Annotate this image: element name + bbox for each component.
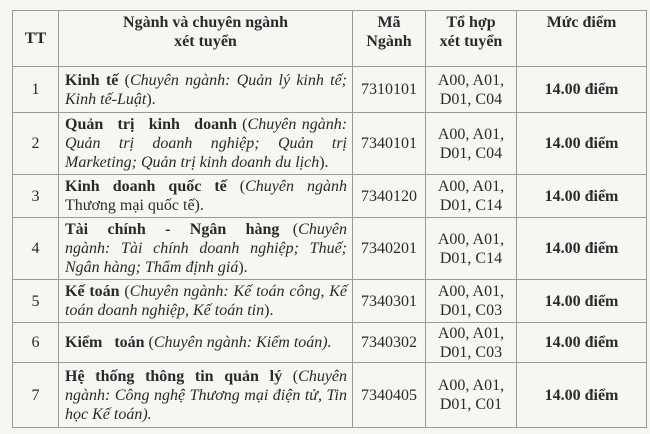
row-code: 7340120 (353, 175, 426, 218)
combo-line1: A00, A01, (437, 71, 505, 89)
combo-line2: D01, C03 (439, 302, 503, 319)
major-name: Kinh doanh quốc tế (65, 178, 227, 195)
major-name: Kế toán (65, 283, 120, 300)
specialization: Chuyên ngành: Quản trị doanh nghiệp; Quản trị Marketing; Quản trị kinh doanh du lịch (65, 116, 348, 171)
major-name: Kinh tế (65, 71, 119, 89)
row-combo (426, 175, 517, 218)
admission-score-table (12, 10, 647, 428)
row-tt: 3 (13, 175, 59, 218)
row-tt: 5 (13, 280, 59, 323)
paren-open: ( (279, 221, 299, 238)
row-score: 14.00 điểm (517, 67, 647, 113)
row-tt: 6 (13, 323, 59, 363)
specialization: Chuyên ngành: Tài chính doanh nghiệp; Thuế; Ngân hàng; Thẩm định giá (65, 221, 348, 276)
header-major-line2: xét tuyển (174, 33, 237, 50)
row-major (59, 67, 353, 113)
specialization: Chuyên ngành: Kế toán công, Kế toán doanh nghiệp, Kế toán tin (65, 283, 348, 319)
header-combo-line2: xét tuyển (439, 33, 503, 50)
row-tt: 2 (13, 113, 59, 175)
paren-open: ( (236, 116, 248, 133)
combo-line1: A00, A01, (437, 230, 505, 248)
row-score: 14.00 điểm (517, 280, 647, 323)
row-tt: 7 (13, 363, 59, 428)
row-combo (426, 280, 517, 323)
row-score: 14.00 điểm (517, 323, 647, 363)
row-score: 14.00 điểm (517, 363, 647, 428)
paren-close: ). (319, 154, 329, 171)
table-row (13, 175, 647, 218)
paren-close: ). (238, 259, 248, 276)
row-score: 14.00 điểm (517, 175, 647, 218)
header-row (13, 11, 647, 67)
specialization: Chuyên ngành: Quản lý kinh tế; Kinh tế-Luật (65, 71, 348, 108)
combo-line1: A00, A01, (437, 377, 505, 394)
paren-close: ). (146, 90, 156, 108)
row-major (59, 363, 353, 428)
row-tt: 4 (13, 218, 59, 280)
specialization: Chuyên ngành: Công nghệ Thương mại điện tử, Tin học Kế toán). (65, 367, 348, 423)
row-combo (426, 113, 517, 175)
combo-line2: D01, C14 (439, 197, 503, 214)
combo-line2: D01, C04 (439, 90, 503, 108)
header-code-line1: Mã (377, 14, 401, 31)
row-code: 7340301 (353, 280, 426, 323)
major-name: Tài chính - Ngân hàng (65, 221, 280, 238)
paren-open: ( (144, 334, 154, 351)
row-combo (426, 323, 517, 363)
paren-open: ( (282, 367, 299, 385)
row-major (59, 218, 353, 280)
specialization: Chuyên ngành: Kiểm toán). (153, 334, 332, 351)
paren-close: ). (264, 302, 274, 319)
table-row (13, 218, 647, 280)
row-major (59, 323, 353, 363)
combo-line2: D01, C14 (439, 249, 503, 267)
combo-line1: A00, A01, (437, 324, 505, 342)
header-combo (426, 11, 517, 67)
table-row (13, 323, 647, 363)
paren-close: ). (194, 197, 204, 214)
major-name: Hệ thống thông tin quản lý (65, 367, 283, 385)
paren-open: ( (118, 71, 130, 89)
combo-line2: D01, C01 (439, 396, 503, 413)
row-major (59, 175, 353, 218)
header-combo-line1: Tổ hợp (446, 14, 496, 31)
row-code: 7340405 (353, 363, 426, 428)
combo-line2: D01, C03 (439, 343, 503, 361)
table-row (13, 363, 647, 428)
combo-line1: A00, A01, (437, 178, 505, 195)
combo-line1: A00, A01, (437, 125, 505, 143)
table-row (13, 113, 647, 175)
row-score: 14.00 điểm (517, 218, 647, 280)
row-combo (426, 67, 517, 113)
row-major (59, 113, 353, 175)
row-code: 7340101 (353, 113, 426, 175)
header-major-line1: Ngành và chuyên ngành (123, 14, 288, 31)
header-tt: TT (13, 11, 59, 67)
table-row (13, 67, 647, 113)
row-tt: 1 (13, 67, 59, 113)
header-code-line2: Ngành (366, 33, 412, 50)
row-code: 7340302 (353, 323, 426, 363)
row-code: 7340201 (353, 218, 426, 280)
paren-open: ( (226, 178, 246, 195)
specialization: Chuyên ngành (245, 178, 347, 195)
header-code (353, 11, 426, 67)
combo-line2: D01, C04 (439, 144, 503, 162)
header-score: Mức điểm (517, 11, 647, 67)
row-score: 14.00 điểm (517, 113, 647, 175)
specialization-tail: Thương mại quốc tế (65, 197, 195, 214)
major-name: Quản trị kinh doanh (65, 116, 237, 133)
cut-off-text-top (0, 0, 650, 5)
row-code: 7310101 (353, 67, 426, 113)
header-major (59, 11, 353, 67)
row-combo (426, 218, 517, 280)
paren-open: ( (119, 283, 130, 300)
table-row (13, 280, 647, 323)
combo-line1: A00, A01, (437, 283, 505, 300)
row-major (59, 280, 353, 323)
major-name: Kiểm toán (65, 334, 145, 351)
row-combo (426, 363, 517, 428)
